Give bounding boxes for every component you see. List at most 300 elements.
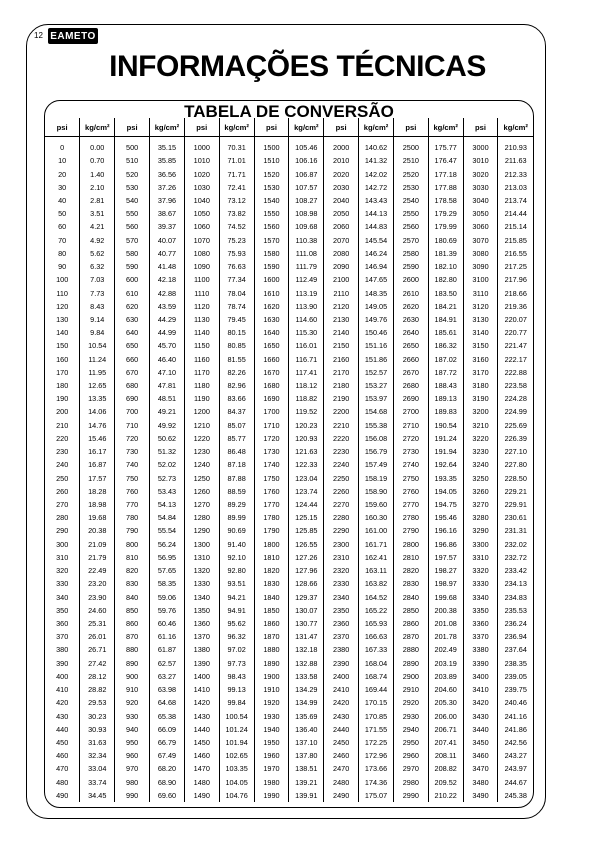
psi-cell: 2970 (393, 762, 428, 775)
psi-cell: 580 (115, 247, 150, 260)
table-body (45, 137, 533, 802)
psi-cell: 3000 (463, 137, 498, 155)
psi-cell: 610 (115, 286, 150, 299)
kgcm2-cell: 35.15 (150, 137, 185, 155)
psi-cell: 1990 (254, 789, 289, 802)
kgcm2-cell: 92.80 (219, 564, 254, 577)
psi-cell: 2730 (393, 445, 428, 458)
kgcm2-cell: 86.48 (219, 445, 254, 458)
kgcm2-cell: 2.81 (80, 194, 115, 207)
psi-cell: 1400 (184, 670, 219, 683)
table-row (45, 353, 533, 366)
psi-cell: 270 (45, 498, 80, 511)
kgcm2-cell: 111.79 (289, 260, 324, 273)
psi-cell: 700 (115, 405, 150, 418)
kgcm2-cell: 82.26 (219, 366, 254, 379)
kgcm2-cell: 53.43 (150, 485, 185, 498)
table-row (45, 300, 533, 313)
psi-cell: 1250 (184, 471, 219, 484)
kgcm2-cell: 235.53 (498, 604, 533, 617)
psi-cell: 2990 (393, 789, 428, 802)
psi-cell: 530 (115, 181, 150, 194)
psi-cell: 3300 (463, 538, 498, 551)
psi-cell: 3350 (463, 604, 498, 617)
psi-cell: 2890 (393, 657, 428, 670)
psi-cell: 1440 (184, 723, 219, 736)
kgcm2-cell: 17.57 (80, 471, 115, 484)
psi-cell: 3120 (463, 300, 498, 313)
psi-cell: 2720 (393, 432, 428, 445)
kgcm2-cell: 81.55 (219, 353, 254, 366)
kgcm2-cell: 245.38 (498, 789, 533, 802)
psi-cell: 1330 (184, 577, 219, 590)
kgcm2-cell: 26.71 (80, 643, 115, 656)
psi-cell: 1530 (254, 181, 289, 194)
kgcm2-cell: 132.88 (289, 657, 324, 670)
kgcm2-cell: 75.23 (219, 234, 254, 247)
psi-cell: 370 (45, 630, 80, 643)
kgcm2-cell: 89.99 (219, 511, 254, 524)
kgcm2-cell: 172.96 (359, 749, 394, 762)
psi-cell: 140 (45, 326, 80, 339)
psi-cell: 280 (45, 511, 80, 524)
psi-cell: 740 (115, 458, 150, 471)
psi-cell: 100 (45, 273, 80, 286)
psi-cell: 3370 (463, 630, 498, 643)
psi-cell: 490 (45, 789, 80, 802)
psi-cell: 2160 (324, 353, 359, 366)
psi-cell: 2760 (393, 485, 428, 498)
kgcm2-cell: 224.99 (498, 405, 533, 418)
table-row (45, 670, 533, 683)
kgcm2-cell: 47.81 (150, 379, 185, 392)
psi-cell: 3480 (463, 776, 498, 789)
kgcm2-cell: 156.08 (359, 432, 394, 445)
psi-cell: 1200 (184, 405, 219, 418)
table-row (45, 234, 533, 247)
kgcm2-cell: 149.05 (359, 300, 394, 313)
psi-cell: 930 (115, 709, 150, 722)
psi-cell: 3070 (463, 234, 498, 247)
kgcm2-cell: 167.33 (359, 643, 394, 656)
psi-cell: 2910 (393, 683, 428, 696)
psi-cell: 630 (115, 313, 150, 326)
kgcm2-cell: 52.73 (150, 471, 185, 484)
kgcm2-cell: 128.66 (289, 577, 324, 590)
psi-cell: 1170 (184, 366, 219, 379)
psi-cell: 3010 (463, 154, 498, 167)
kgcm2-cell: 41.48 (150, 260, 185, 273)
kgcm2-cell: 179.99 (428, 220, 463, 233)
kgcm2-cell: 84.37 (219, 405, 254, 418)
kgcm2-cell: 11.24 (80, 353, 115, 366)
psi-cell: 2780 (393, 511, 428, 524)
table-row (45, 458, 533, 471)
kgcm2-cell: 44.99 (150, 326, 185, 339)
psi-cell: 160 (45, 353, 80, 366)
psi-cell: 1420 (184, 696, 219, 709)
psi-cell: 330 (45, 577, 80, 590)
psi-cell: 870 (115, 630, 150, 643)
kgcm2-cell: 4.92 (80, 234, 115, 247)
psi-cell: 190 (45, 392, 80, 405)
psi-cell: 3380 (463, 643, 498, 656)
kgcm2-cell: 20.38 (80, 524, 115, 537)
psi-cell: 200 (45, 405, 80, 418)
psi-cell: 640 (115, 326, 150, 339)
kgcm2-cell: 108.98 (289, 207, 324, 220)
psi-cell: 170 (45, 366, 80, 379)
psi-cell: 1740 (254, 458, 289, 471)
kgcm2-cell: 169.44 (359, 683, 394, 696)
psi-cell: 1280 (184, 511, 219, 524)
kgcm2-cell: 227.80 (498, 458, 533, 471)
kgcm2-cell: 100.54 (219, 709, 254, 722)
kgcm2-cell: 170.15 (359, 696, 394, 709)
psi-cell: 3060 (463, 220, 498, 233)
kgcm2-cell: 137.80 (289, 749, 324, 762)
kgcm2-cell: 82.96 (219, 379, 254, 392)
kgcm2-cell: 60.46 (150, 617, 185, 630)
psi-cell: 2320 (324, 564, 359, 577)
column-header-psi: psi (463, 118, 498, 137)
kgcm2-cell: 18.28 (80, 485, 115, 498)
kgcm2-cell: 214.44 (498, 207, 533, 220)
psi-cell: 1320 (184, 564, 219, 577)
kgcm2-cell: 157.49 (359, 458, 394, 471)
kgcm2-cell: 59.76 (150, 604, 185, 617)
psi-cell: 2360 (324, 617, 359, 630)
psi-cell: 1600 (254, 273, 289, 286)
table-row (45, 524, 533, 537)
psi-cell: 2680 (393, 379, 428, 392)
kgcm2-cell: 113.90 (289, 300, 324, 313)
psi-cell: 800 (115, 538, 150, 551)
kgcm2-cell: 78.04 (219, 286, 254, 299)
psi-cell: 1130 (184, 313, 219, 326)
table-row (45, 137, 533, 155)
psi-cell: 2670 (393, 366, 428, 379)
kgcm2-cell: 37.26 (150, 181, 185, 194)
kgcm2-cell: 239.05 (498, 670, 533, 683)
psi-cell: 2170 (324, 366, 359, 379)
psi-cell: 3260 (463, 485, 498, 498)
psi-cell: 2230 (324, 445, 359, 458)
kgcm2-cell: 217.25 (498, 260, 533, 273)
psi-cell: 3460 (463, 749, 498, 762)
psi-cell: 2280 (324, 511, 359, 524)
psi-cell: 3470 (463, 762, 498, 775)
table-title: TABELA DE CONVERSÃO (184, 102, 394, 121)
kgcm2-cell: 206.00 (428, 709, 463, 722)
psi-cell: 1540 (254, 194, 289, 207)
psi-cell: 2510 (393, 154, 428, 167)
psi-cell: 3150 (463, 339, 498, 352)
column-header-psi: psi (393, 118, 428, 137)
kgcm2-cell: 231.31 (498, 524, 533, 537)
psi-cell: 2330 (324, 577, 359, 590)
kgcm2-cell: 40.77 (150, 247, 185, 260)
psi-cell: 1950 (254, 736, 289, 749)
psi-cell: 3090 (463, 260, 498, 273)
kgcm2-cell: 150.46 (359, 326, 394, 339)
psi-cell: 480 (45, 776, 80, 789)
kgcm2-cell: 134.99 (289, 696, 324, 709)
kgcm2-cell: 243.27 (498, 749, 533, 762)
psi-cell: 1350 (184, 604, 219, 617)
kgcm2-cell: 227.10 (498, 445, 533, 458)
page-title: INFORMAÇÕES TÉCNICAS (109, 50, 486, 83)
kgcm2-cell: 174.36 (359, 776, 394, 789)
kgcm2-cell: 51.32 (150, 445, 185, 458)
kgcm2-cell: 1.40 (80, 167, 115, 180)
kgcm2-cell: 151.86 (359, 353, 394, 366)
psi-cell: 620 (115, 300, 150, 313)
kgcm2-cell: 61.87 (150, 643, 185, 656)
kgcm2-cell: 73.82 (219, 207, 254, 220)
psi-cell: 2010 (324, 154, 359, 167)
psi-cell: 2220 (324, 432, 359, 445)
kgcm2-cell: 63.98 (150, 683, 185, 696)
table-row (45, 471, 533, 484)
kgcm2-cell: 177.88 (428, 181, 463, 194)
kgcm2-cell: 137.10 (289, 736, 324, 749)
kgcm2-cell: 77.34 (219, 273, 254, 286)
psi-cell: 2370 (324, 630, 359, 643)
psi-cell: 1790 (254, 524, 289, 537)
psi-cell: 3100 (463, 273, 498, 286)
psi-cell: 1910 (254, 683, 289, 696)
table-row (45, 749, 533, 762)
psi-cell: 2190 (324, 392, 359, 405)
psi-cell: 2820 (393, 564, 428, 577)
kgcm2-cell: 208.82 (428, 762, 463, 775)
kgcm2-cell: 139.21 (289, 776, 324, 789)
psi-cell: 1210 (184, 419, 219, 432)
psi-cell: 3030 (463, 181, 498, 194)
psi-cell: 2770 (393, 498, 428, 511)
psi-cell: 2880 (393, 643, 428, 656)
kgcm2-cell: 85.77 (219, 432, 254, 445)
table-row (45, 379, 533, 392)
kgcm2-cell: 105.46 (289, 137, 324, 155)
kgcm2-cell: 156.79 (359, 445, 394, 458)
kgcm2-cell: 222.88 (498, 366, 533, 379)
kgcm2-cell: 187.72 (428, 366, 463, 379)
psi-cell: 2400 (324, 670, 359, 683)
kgcm2-cell: 132.18 (289, 643, 324, 656)
psi-cell: 1060 (184, 220, 219, 233)
kgcm2-cell: 66.79 (150, 736, 185, 749)
psi-cell: 3430 (463, 709, 498, 722)
kgcm2-cell: 91.40 (219, 538, 254, 551)
kgcm2-cell: 125.15 (289, 511, 324, 524)
kgcm2-cell: 70.31 (219, 137, 254, 155)
psi-cell: 3160 (463, 353, 498, 366)
kgcm2-cell: 42.88 (150, 286, 185, 299)
kgcm2-cell: 146.24 (359, 247, 394, 260)
kgcm2-cell: 195.46 (428, 511, 463, 524)
kgcm2-cell: 223.58 (498, 379, 533, 392)
psi-cell: 70 (45, 234, 80, 247)
psi-cell: 3450 (463, 736, 498, 749)
kgcm2-cell: 110.38 (289, 234, 324, 247)
psi-cell: 2470 (324, 762, 359, 775)
kgcm2-cell: 98.43 (219, 670, 254, 683)
psi-cell: 2000 (324, 137, 359, 155)
column-header-kgcm2: kg/cm² (428, 118, 463, 137)
psi-cell: 2560 (393, 220, 428, 233)
psi-cell: 60 (45, 220, 80, 233)
psi-cell: 2750 (393, 471, 428, 484)
kgcm2-cell: 94.91 (219, 604, 254, 617)
psi-cell: 1580 (254, 247, 289, 260)
kgcm2-cell: 26.01 (80, 630, 115, 643)
kgcm2-cell: 123.74 (289, 485, 324, 498)
kgcm2-cell: 240.46 (498, 696, 533, 709)
kgcm2-cell: 72.41 (219, 181, 254, 194)
kgcm2-cell: 18.98 (80, 498, 115, 511)
kgcm2-cell: 104.05 (219, 776, 254, 789)
psi-cell: 690 (115, 392, 150, 405)
psi-cell: 1340 (184, 590, 219, 603)
kgcm2-cell: 7.03 (80, 273, 115, 286)
kgcm2-cell: 6.32 (80, 260, 115, 273)
psi-cell: 1640 (254, 326, 289, 339)
psi-cell: 840 (115, 590, 150, 603)
table-row (45, 366, 533, 379)
psi-cell: 1450 (184, 736, 219, 749)
kgcm2-cell: 164.52 (359, 590, 394, 603)
kgcm2-cell: 56.24 (150, 538, 185, 551)
kgcm2-cell: 168.04 (359, 657, 394, 670)
kgcm2-cell: 225.69 (498, 419, 533, 432)
psi-cell: 2570 (393, 234, 428, 247)
psi-cell: 1860 (254, 617, 289, 630)
kgcm2-cell: 37.96 (150, 194, 185, 207)
psi-cell: 940 (115, 723, 150, 736)
psi-cell: 340 (45, 590, 80, 603)
psi-cell: 260 (45, 485, 80, 498)
kgcm2-cell: 7.73 (80, 286, 115, 299)
psi-cell: 1680 (254, 379, 289, 392)
table-row (45, 643, 533, 656)
kgcm2-cell: 244.67 (498, 776, 533, 789)
psi-cell: 780 (115, 511, 150, 524)
psi-cell: 2630 (393, 313, 428, 326)
psi-cell: 2660 (393, 353, 428, 366)
column-header-psi: psi (115, 118, 150, 137)
psi-cell: 3110 (463, 286, 498, 299)
kgcm2-cell: 69.60 (150, 789, 185, 802)
kgcm2-cell: 42.18 (150, 273, 185, 286)
table-row (45, 154, 533, 167)
table-row (45, 789, 533, 802)
psi-cell: 2200 (324, 405, 359, 418)
kgcm2-cell: 126.55 (289, 538, 324, 551)
psi-cell: 3240 (463, 458, 498, 471)
kgcm2-cell: 52.02 (150, 458, 185, 471)
kgcm2-cell: 30.93 (80, 723, 115, 736)
psi-cell: 670 (115, 366, 150, 379)
brand-logo: EAMETO (48, 28, 98, 44)
kgcm2-cell: 9.84 (80, 326, 115, 339)
kgcm2-cell: 65.38 (150, 709, 185, 722)
table-row (45, 723, 533, 736)
kgcm2-cell: 220.77 (498, 326, 533, 339)
kgcm2-cell: 131.47 (289, 630, 324, 643)
kgcm2-cell: 239.75 (498, 683, 533, 696)
psi-cell: 1840 (254, 590, 289, 603)
psi-cell: 1610 (254, 286, 289, 299)
psi-cell: 1110 (184, 286, 219, 299)
psi-cell: 2440 (324, 723, 359, 736)
table-row (45, 736, 533, 749)
kgcm2-cell: 123.04 (289, 471, 324, 484)
psi-cell: 720 (115, 432, 150, 445)
psi-cell: 320 (45, 564, 80, 577)
kgcm2-cell: 116.01 (289, 339, 324, 352)
psi-cell: 2140 (324, 326, 359, 339)
kgcm2-cell: 75.93 (219, 247, 254, 260)
kgcm2-cell: 66.09 (150, 723, 185, 736)
kgcm2-cell: 152.57 (359, 366, 394, 379)
kgcm2-cell: 127.26 (289, 551, 324, 564)
kgcm2-cell: 191.94 (428, 445, 463, 458)
psi-cell: 2040 (324, 194, 359, 207)
psi-cell: 920 (115, 696, 150, 709)
kgcm2-cell: 56.95 (150, 551, 185, 564)
kgcm2-cell: 144.83 (359, 220, 394, 233)
psi-cell: 2490 (324, 789, 359, 802)
table-row (45, 286, 533, 299)
psi-cell: 130 (45, 313, 80, 326)
psi-cell: 1890 (254, 657, 289, 670)
kgcm2-cell: 218.66 (498, 286, 533, 299)
psi-cell: 1290 (184, 524, 219, 537)
kgcm2-cell: 62.57 (150, 657, 185, 670)
psi-cell: 3400 (463, 670, 498, 683)
psi-cell: 970 (115, 762, 150, 775)
psi-cell: 760 (115, 485, 150, 498)
kgcm2-cell: 63.27 (150, 670, 185, 683)
psi-cell: 1690 (254, 392, 289, 405)
kgcm2-cell: 27.42 (80, 657, 115, 670)
kgcm2-cell: 181.39 (428, 247, 463, 260)
psi-cell: 3420 (463, 696, 498, 709)
psi-cell: 2260 (324, 485, 359, 498)
psi-cell: 2620 (393, 300, 428, 313)
psi-cell: 1160 (184, 353, 219, 366)
kgcm2-cell: 80.85 (219, 339, 254, 352)
psi-cell: 1700 (254, 405, 289, 418)
psi-cell: 730 (115, 445, 150, 458)
psi-cell: 1560 (254, 220, 289, 233)
psi-cell: 350 (45, 604, 80, 617)
psi-cell: 680 (115, 379, 150, 392)
kgcm2-cell: 142.02 (359, 167, 394, 180)
psi-cell: 2380 (324, 643, 359, 656)
kgcm2-cell: 35.85 (150, 154, 185, 167)
kgcm2-cell: 213.03 (498, 181, 533, 194)
psi-cell: 900 (115, 670, 150, 683)
psi-cell: 1070 (184, 234, 219, 247)
psi-cell: 650 (115, 339, 150, 352)
kgcm2-cell: 215.14 (498, 220, 533, 233)
psi-cell: 3020 (463, 167, 498, 180)
kgcm2-cell: 204.60 (428, 683, 463, 696)
psi-cell: 3310 (463, 551, 498, 564)
